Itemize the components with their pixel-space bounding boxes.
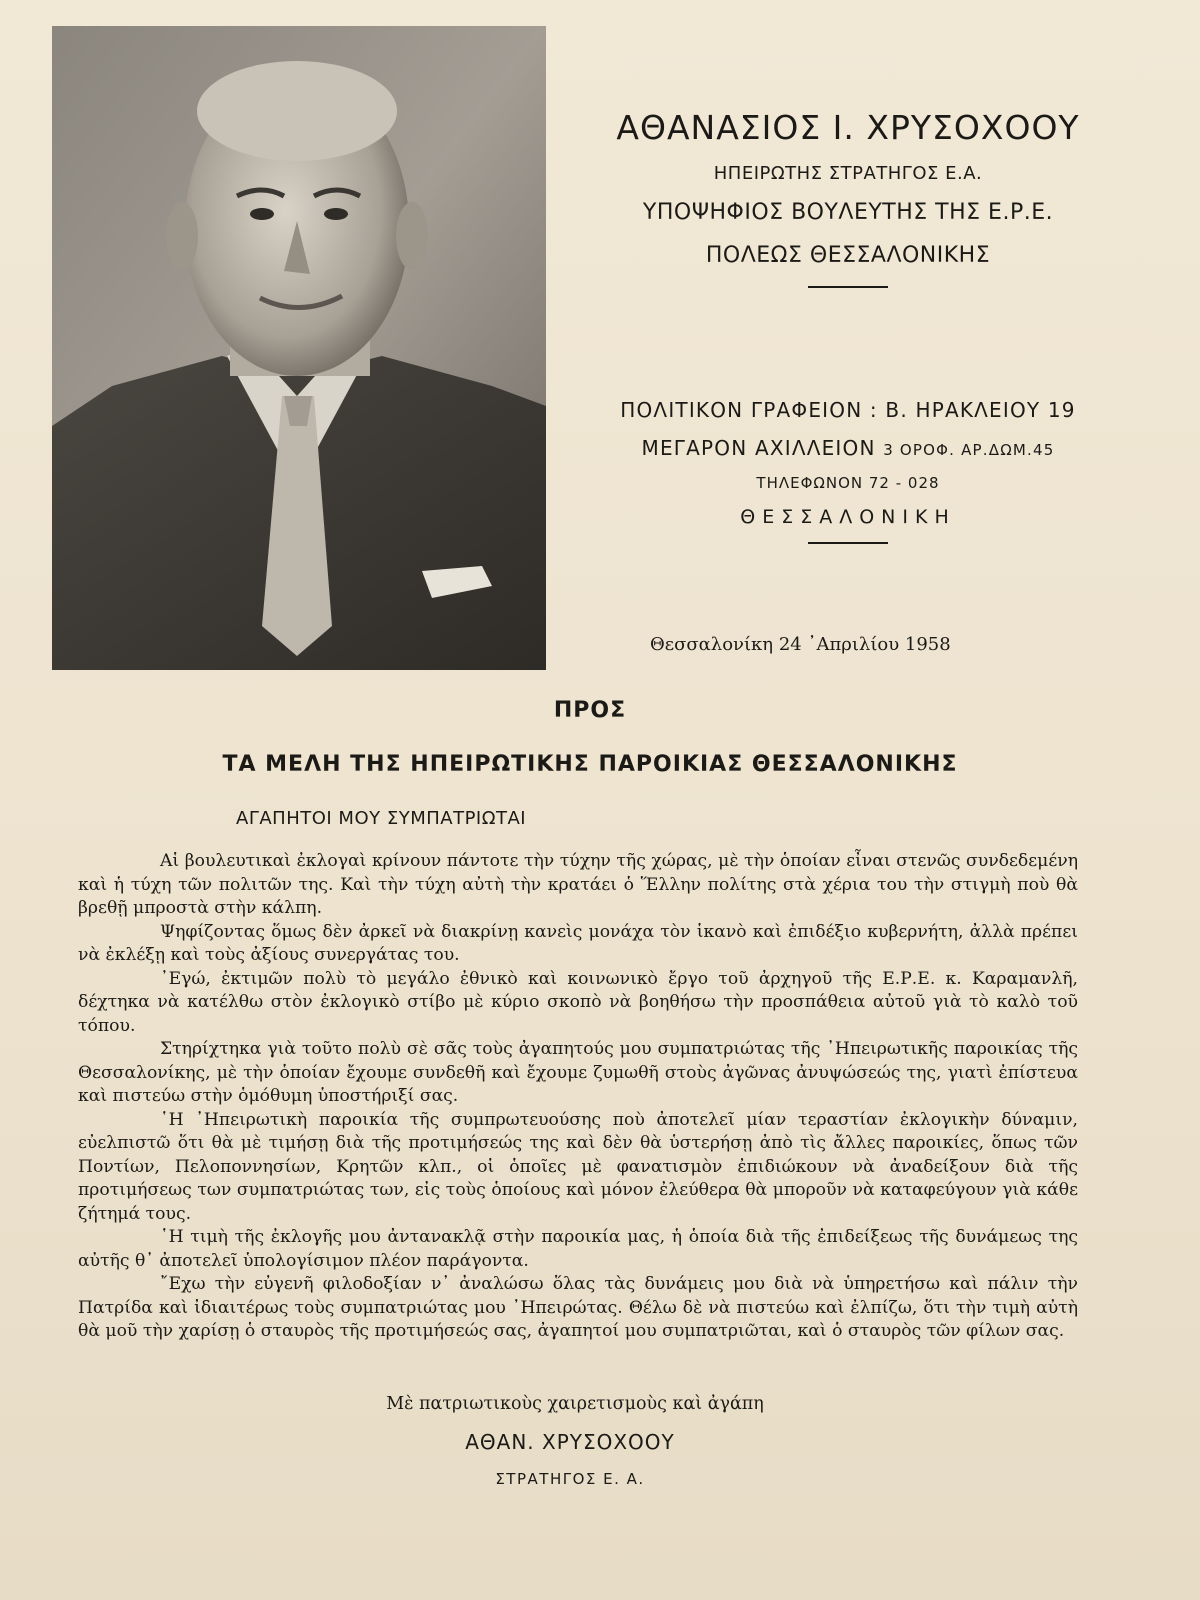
office-building [548,436,1148,460]
addressee: ΤΑ ΜΕΛΗ ΤΗΣ ΗΠΕΙΡΩΤΙΚΗΣ ΠΑΡΟΙΚΙΑΣ ΘΕΣΣΑΛΟΝΙΚΗΣ [222,752,958,777]
portrait-photo [52,26,546,670]
body-paragraph: ᾿Εγώ, ἐκτιμῶν πολὺ τὸ μεγάλο ἐθνικὸ καὶ κοινωνικὸ ἔργο τοῦ ἀρχηγοῦ τῆς Ε.Ρ.Ε. κ. Καραμανλῆ, δέχτηκα νὰ κατέλθω στὸν ἐκλογικὸ στίβο μὲ κύριο σκοπὸ νὰ βοηθήσω τὴν προσπάθεια αὐτοῦ γιὰ τὸ καλὸ τοῦ τόπου. [78,968,1078,1036]
letterhead [548,108,1148,288]
closing-line: Μὲ πατριωτικοὺς χαιρετισμοὺς καὶ ἀγάπη [386,1394,764,1414]
body-paragraph: ῾Η τιμὴ τῆς ἐκλογῆς μου ἀντανακλᾷ στὴν παροικία μας, ἡ ὁποία διὰ τῆς ἐπιδείξεως τῆς δυνάμεως της αὐτῆς θ᾿ ἀποτελεῖ ὑπολογίσιμον πλέον παράγοντα. [78,1227,1078,1271]
body-paragraph: Ψηφίζοντας ὅμως δὲν ἀρκεῖ νὰ διακρίνῃ κανεὶς μονάχα τὸν ἱκανὸ καὶ ἐπιδέξιο κυβερνήτη, ἀλλὰ πρέπει νὰ ἐκλέξῃ καὶ τοὺς ἀξίους συνεργάτας του. [78,921,1078,965]
signature-name: ΑΘΑΝ. ΧΡΥΣΟΧΟΟΥ [465,1430,675,1454]
signature-rank: ΣΤΡΑΤΗΓΟΣ Ε. Α. [495,1470,645,1488]
office-address: ΠΟΛΙΤΙΚΟΝ ΓΡΑΦΕΙΟΝ : Β. ΗΡΑΚΛΕΙΟΥ 19 [620,398,1076,422]
addressee-prefix: ΠΡΟΣ [553,698,627,723]
building-detail: 3 ΟΡΟΦ. ΑΡ.ΔΩΜ.45 [883,441,1055,459]
body-paragraph: ῎Εχω τὴν εὐγενῆ φιλοδοξίαν ν᾿ ἀναλώσω ὅλας τὰς δυνάμεις μου διὰ νὰ ὑπηρετήσω καὶ πάλιν τὴν Πατρίδα καὶ ἰδιαιτέρως τοὺς συμπατριώτας μου ᾿Ηπειρώτας. Θέλω δὲ νὰ πιστεύω καὶ ἐλπίζω, ὅτι τὴν τιμὴ αὐτὴ θὰ μοῦ τὴν χαρίσῃ ὁ σταυρὸς τῆς προτιμήσεώς σας, ἀγαπητοί μου συμπατριῶται, καὶ ὁ σταυρὸς τῶν φίλων σας. [78,1274,1078,1341]
body-paragraph: Αἱ βουλευτικαὶ ἐκλογαὶ κρίνουν πάντοτε τὴν τύχην τῆς χώρας, μὲ τὴν ὁποίαν εἶναι στενῶς συνδεδεμένη καὶ ἡ τύχη τῶν πολιτῶν της. Καὶ τὴν τύχη αὐτὴ τὴν κρατάει ὁ Ἕλλην πολίτης στὰ χέρια του τὴν στιγμὴ ποὺ θὰ βρεθῇ μπροστὰ στὴν κάλπη. [78,851,1078,918]
sender-title: ΗΠΕΙΡΩΤΗΣ ΣΤΡΑΤΗΓΟΣ Ε.Α. [713,163,983,184]
office-phone: ΤΗΛΕΦΩΝΟΝ 72 - 028 [756,474,940,492]
letter-date: Θεσσαλονίκη 24 ᾿Απριλίου 1958 [650,634,951,655]
office-info [548,398,1148,544]
office-city: ΘΕΣΣΑΛΟΝΙΚΗ [740,506,956,528]
constituency-line: ΠΟΛΕΩΣ ΘΕΣΣΑΛΟΝΙΚΗΣ [705,243,991,268]
body-paragraph: Στηρίχτηκα γιὰ τοῦτο πολὺ σὲ σᾶς τοὺς ἀγαπητούς μου συμπατριώτας τῆς ᾿Ηπειρωτικῆς παροικίας τῆς Θεσσαλονίκης, μὲ τὴν ὁποίαν ἔχουμε συνδεθῆ καὶ ἔχουμε ζυμωθῆ στοὺς ἀγῶνας ἀνυψώσεώς της, γιατὶ ἐπίστευα καὶ πιστεύω στὴν ὁμόθυμη ὑποστήριξί σας. [78,1039,1078,1106]
sender-name: ΑΘΑΝΑΣΙΟΣ Ι. ΧΡΥΣΟΧΟΟΥ [616,108,1080,147]
letter-body [78,850,1078,1344]
building-name: ΜΕΓΑΡΟΝ ΑΧΙΛΛΕΙΟΝ [641,436,876,460]
candidate-line: ΥΠΟΨΗΦΙΟΣ ΒΟΥΛΕΥΤΗΣ ΤΗΣ Ε.Ρ.Ε. [642,200,1054,225]
body-paragraph: ῾Η ᾿Ηπειρωτικὴ παροικία τῆς συμπρωτευούσης ποὺ ἀποτελεῖ μίαν τεραστίαν ἐκλογικὴν δύναμιν, εὐελπιστῶ ὅτι θὰ μὲ τιμήσῃ διὰ τῆς προτιμήσεώς της καὶ δὲν θὰ ὑστερήσῃ ἀπὸ τὶς ἄλλες παροικίες, ὅπως τῶν Ποντίων, Πελοποννησίων, Κρητῶν κλπ., οἱ ὁποῖες μὲ φανατισμὸν ἐπιδιώκουν νὰ ἀναδείξουν διὰ τῆς προτιμήσεως των συμπατριώτας των, εἰς τοὺς ὁποίους καὶ μόνον ἐλεύθερα θὰ μποροῦν νὰ καταφεύγουν γιὰ κάθε ζήτημά τους. [78,1109,1078,1224]
divider-rule [808,542,888,544]
salutation: ΑΓΑΠΗΤΟΙ ΜΟΥ ΣΥΜΠΑΤΡΙΩΤΑΙ [236,808,527,829]
divider-rule [808,286,888,288]
